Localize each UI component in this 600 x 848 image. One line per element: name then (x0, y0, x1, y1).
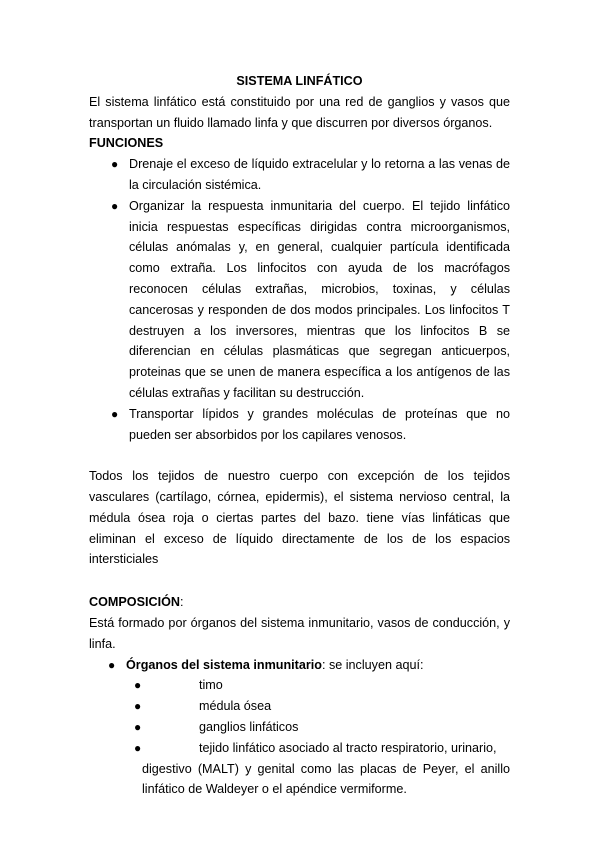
bullet-icon: ● (134, 678, 142, 693)
list-item (89, 738, 510, 800)
list-item-text: timo (199, 678, 223, 693)
bullet-icon: ● (111, 198, 119, 213)
bullet-icon: ● (111, 406, 119, 421)
funciones-list (89, 154, 510, 445)
list-item-text: ganglios linfáticos (199, 719, 299, 734)
bullet-icon: ● (134, 740, 142, 755)
list-item (89, 154, 510, 196)
list-item (89, 696, 510, 717)
list-item (89, 717, 510, 738)
blank-line (89, 570, 510, 592)
list-item (89, 675, 510, 696)
composicion-heading-line (89, 592, 510, 613)
list-item (89, 655, 510, 801)
bullet-icon: ● (134, 699, 142, 714)
tejidos-paragraph: Todos los tejidos de nuestro cuerpo con excepción de los tejidos vasculares (cartílago, córnea, epidermis), el sistema nervioso central, la médula ósea roja o ciertas partes del bazo. tiene vías linfáticas que eliminan el exceso de líquido directamente de los de los espacios intersticiales (89, 469, 510, 567)
composicion-list (89, 655, 510, 801)
composicion-heading-suffix: : (179, 595, 184, 610)
list-item-text-first: tejido linfático asociado al tracto respiratorio, urinario, (199, 740, 497, 755)
organos-label: Órganos del sistema inmunitario (126, 657, 322, 672)
composicion-intro: Está formado por órganos del sistema inmunitario, vasos de conducción, y linfa. (89, 615, 510, 651)
document-content (89, 71, 510, 800)
intro-paragraph: El sistema linfático está constituido por una red de ganglios y vasos que transportan un fluido llamado linfa y que discurren por diversos órganos. (89, 94, 510, 130)
bullet-icon: ● (111, 157, 119, 172)
list-item (89, 404, 510, 446)
list-item-text-rest: digestivo (MALT) y genital como las placas de Peyer, el anillo linfático de Waldeyer o el apéndice vermiforme. (142, 761, 510, 797)
funciones-heading: FUNCIONES (89, 136, 164, 151)
list-item-text: Organizar la respuesta inmunitaria del cuerpo. El tejido linfático inicia respuestas específicas dirigidas contra microorganismos, células anómalas y, en general, cualquier partícula identificada como extraña. Los linfocitos con ayuda de los macrófagos reconocen células extrañas, microbios, toxinas, y células cancerosas y responden de dos modos principales. Los linfocitos T destruyen a los inversores, mientras que los linfocitos B se diferencian en células plasmáticas que segregan anticuerpos, proteinas que se unen de manera específica a los antígenos de las células extrañas y facilitan su destrucción. (129, 198, 510, 400)
bullet-icon: ● (134, 719, 142, 734)
list-item-text: Drenaje el exceso de líquido extracelular y lo retorna a las venas de la circulación sistémica. (129, 157, 510, 192)
list-item-text: médula ósea (199, 699, 272, 714)
organos-sublist (89, 675, 510, 800)
bullet-icon: ● (108, 657, 116, 672)
page-title: SISTEMA LINFÁTICO (236, 74, 363, 88)
list-item (89, 196, 510, 404)
list-item-text: Transportar lípidos y grandes moléculas de proteínas que no pueden ser absorbidos por los capilares venosos. (129, 406, 510, 442)
composicion-heading: COMPOSICIÓN (89, 595, 180, 610)
blank-line (89, 445, 510, 466)
organos-suffix: : se incluyen aquí: (321, 657, 424, 672)
